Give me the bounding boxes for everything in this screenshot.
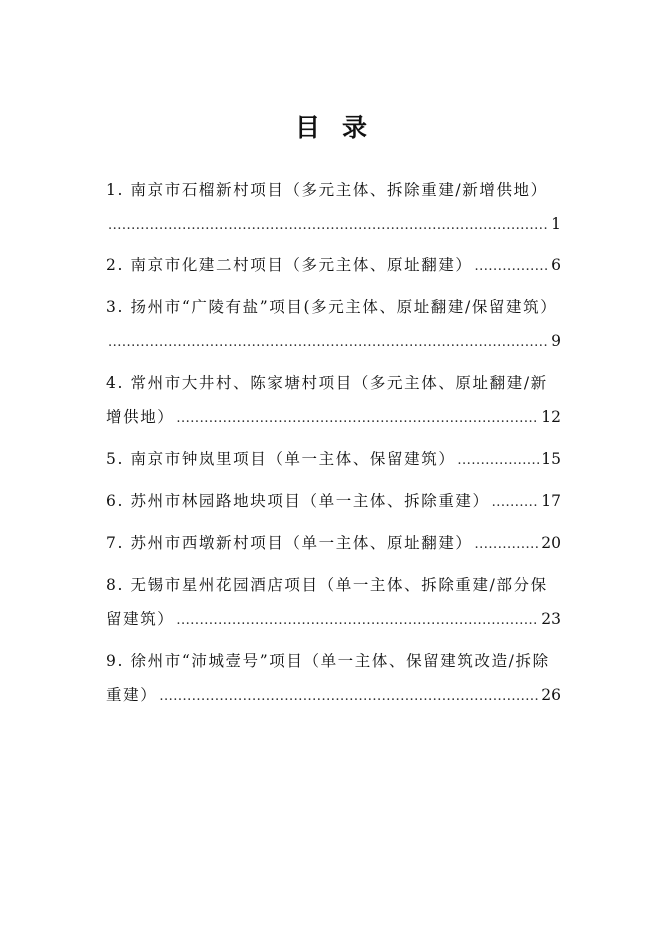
toc-entry-line (106, 489, 561, 513)
toc-entry[interactable] (106, 253, 561, 277)
toc-entry-line (106, 178, 561, 202)
toc-entry[interactable] (106, 371, 561, 429)
toc-page-number: 23 (541, 610, 561, 628)
toc-entry-text: 5. 南京市钟岚里项目（单一主体、保留建筑） (106, 450, 456, 468)
toc-dot-leader (108, 331, 549, 355)
toc-page-number: 6 (551, 256, 561, 274)
toc-dot-leader (475, 533, 540, 557)
table-of-contents (106, 178, 561, 707)
toc-dot-leader (159, 685, 539, 709)
toc-entry-text: 4. 常州市大井村、陈家塘村项目（多元主体、原址翻建/新 (106, 374, 548, 392)
toc-title-char-1: 目 (294, 113, 320, 142)
toc-page-number: 26 (541, 686, 561, 704)
toc-entry-line (106, 253, 561, 277)
toc-entry-line (106, 531, 561, 555)
toc-title-char-2: 录 (342, 113, 368, 142)
toc-page-number: 12 (541, 408, 561, 426)
toc-entry-line (106, 447, 561, 471)
toc-entry-text: 9. 徐州市“沛城壹号”项目（单一主体、保留建筑改造/拆除 (106, 652, 550, 670)
toc-entry-text: 3. 扬州市“广陵有盐”项目(多元主体、原址翻建/保留建筑） (106, 298, 558, 316)
toc-entry[interactable] (106, 531, 561, 555)
toc-entry-text: 1. 南京市石榴新村项目（多元主体、拆除重建/新增供地） (106, 181, 548, 199)
toc-page-number: 15 (541, 450, 561, 468)
toc-entry[interactable] (106, 573, 561, 631)
toc-entry[interactable] (106, 178, 561, 236)
toc-page-number: 1 (551, 215, 561, 233)
toc-entry-text: 7. 苏州市西墩新村项目（单一主体、原址翻建） (106, 534, 473, 552)
toc-title (0, 112, 662, 144)
toc-page-number: 20 (541, 534, 561, 552)
toc-dot-leader (108, 214, 549, 238)
toc-entry[interactable] (106, 489, 561, 513)
toc-entry-line (106, 295, 561, 319)
toc-entry[interactable] (106, 447, 561, 471)
toc-page-number: 9 (551, 332, 561, 350)
toc-entry-line (106, 212, 561, 236)
toc-entry[interactable] (106, 295, 561, 353)
toc-entry-line (106, 405, 561, 429)
toc-entry-line (106, 573, 561, 597)
toc-entry-line (106, 649, 561, 673)
toc-page-number: 17 (541, 492, 561, 510)
toc-entry-text-cont: 留建筑） (106, 610, 175, 628)
toc-dot-leader (475, 255, 550, 279)
toc-entry-line (106, 607, 561, 631)
toc-entry[interactable] (106, 649, 561, 707)
toc-entry-text: 2. 南京市化建二村项目（多元主体、原址翻建） (106, 256, 473, 274)
toc-entry-line (106, 329, 561, 353)
toc-dot-leader (176, 407, 539, 431)
toc-entry-text-cont: 重建） (106, 686, 158, 704)
toc-dot-leader (492, 491, 540, 515)
toc-dot-leader (176, 609, 539, 633)
toc-entry-text: 8. 无锡市星州花园酒店项目（单一主体、拆除重建/部分保 (106, 576, 548, 594)
toc-entry-line (106, 371, 561, 395)
toc-entry-text: 6. 苏州市林园路地块项目（单一主体、拆除重建） (106, 492, 490, 510)
toc-dot-leader (457, 449, 539, 473)
toc-entry-text-cont: 增供地） (106, 408, 175, 426)
toc-entry-line (106, 683, 561, 707)
